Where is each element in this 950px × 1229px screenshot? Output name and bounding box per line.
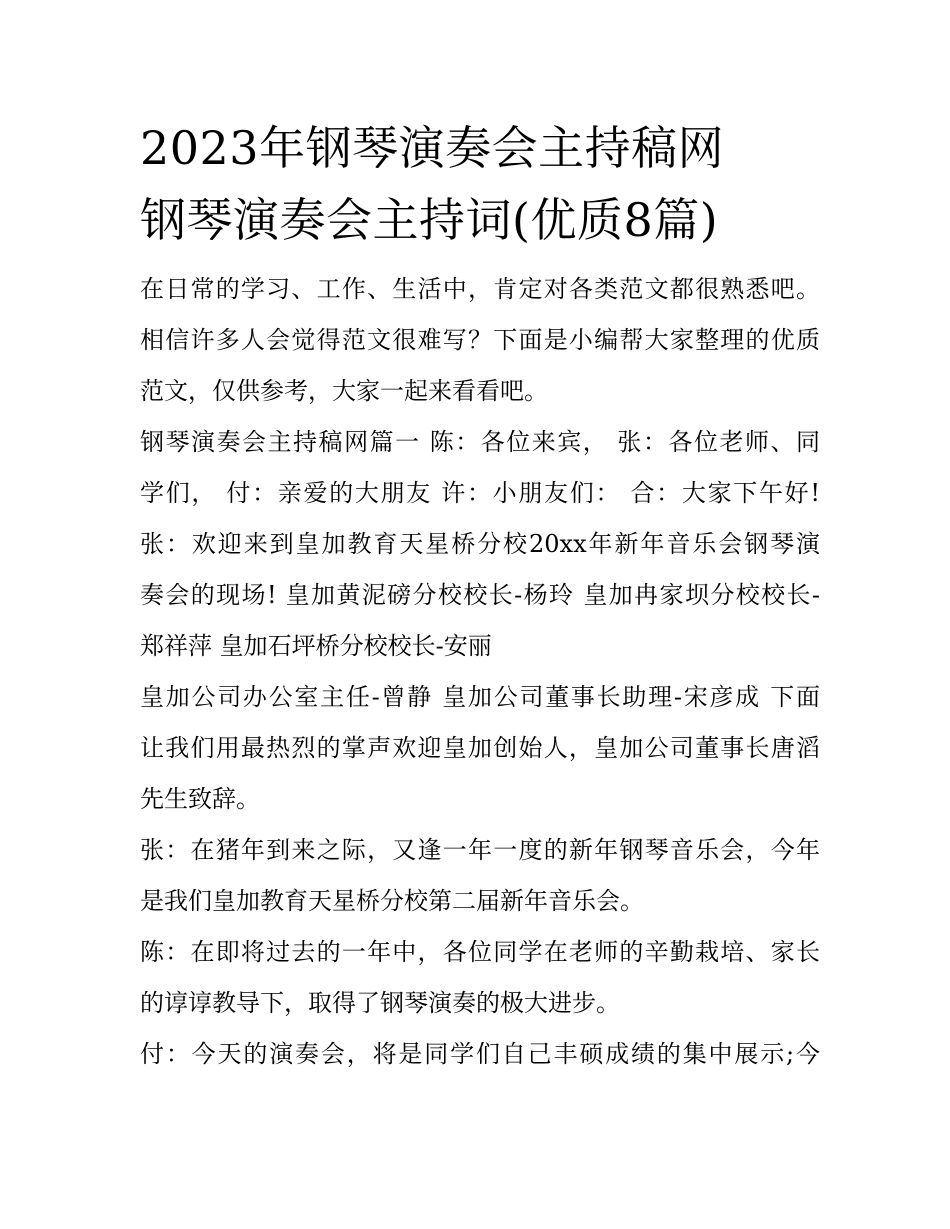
text-line: 在日常的学习、工作、生活中，肯定对各类范文都很熟悉吧。 (140, 275, 820, 303)
document-title (140, 112, 820, 256)
title-line: 2023年钢琴演奏会主持稿网 (140, 121, 725, 175)
text-line: 郑祥萍 皇加石坪桥分校校长-安丽 (140, 632, 492, 660)
text-line: 让我们用最热烈的掌声欢迎皇加创始人，皇加公司董事长唐滔 (140, 734, 820, 762)
document-page (140, 112, 820, 1080)
text-line: 皇加公司办公室主任-曾静 皇加公司董事长助理-宋彦成 下面 (140, 683, 820, 711)
text-line: 奏会的现场! 皇加黄泥磅分校校长-杨玲 皇加冉家坝分校校长- (140, 581, 820, 609)
paragraph-opening (140, 417, 820, 672)
paragraph-fu (140, 1029, 820, 1080)
paragraph-guests (140, 672, 820, 825)
paragraph-chen (140, 927, 820, 1029)
document-body (140, 264, 820, 1080)
text-line: 是我们皇加教育天星桥分校第二届新年音乐会。 (140, 887, 644, 915)
text-line: 张：在猪年到来之际，又逢一年一度的新年钢琴音乐会，今年 (140, 836, 820, 864)
text-line: 张：欢迎来到皇加教育天星桥分校20xx年新年音乐会钢琴演 (140, 530, 820, 558)
title-line: 钢琴演奏会主持词(优质8篇) (140, 193, 719, 247)
text-line: 先生致辞。 (140, 785, 260, 813)
text-line: 陈：在即将过去的一年中，各位同学在老师的辛勤栽培、家长 (140, 938, 820, 966)
paragraph-zhang (140, 825, 820, 927)
text-line: 相信许多人会觉得范文很难写？下面是小编帮大家整理的优质 (140, 326, 820, 354)
text-line: 学们， 付：亲爱的大朋友 许：小朋友们： 合：大家下午好! (140, 479, 820, 507)
text-line: 的谆谆教导下，取得了钢琴演奏的极大进步。 (140, 989, 620, 1017)
text-line: 付：今天的演奏会，将是同学们自己丰硕成绩的集中展示;今 (140, 1040, 820, 1068)
paragraph-intro (140, 264, 820, 417)
text-line: 钢琴演奏会主持稿网篇一 陈：各位来宾， 张：各位老师、同 (140, 428, 820, 456)
text-line: 范文，仅供参考，大家一起来看看吧。 (140, 377, 548, 405)
